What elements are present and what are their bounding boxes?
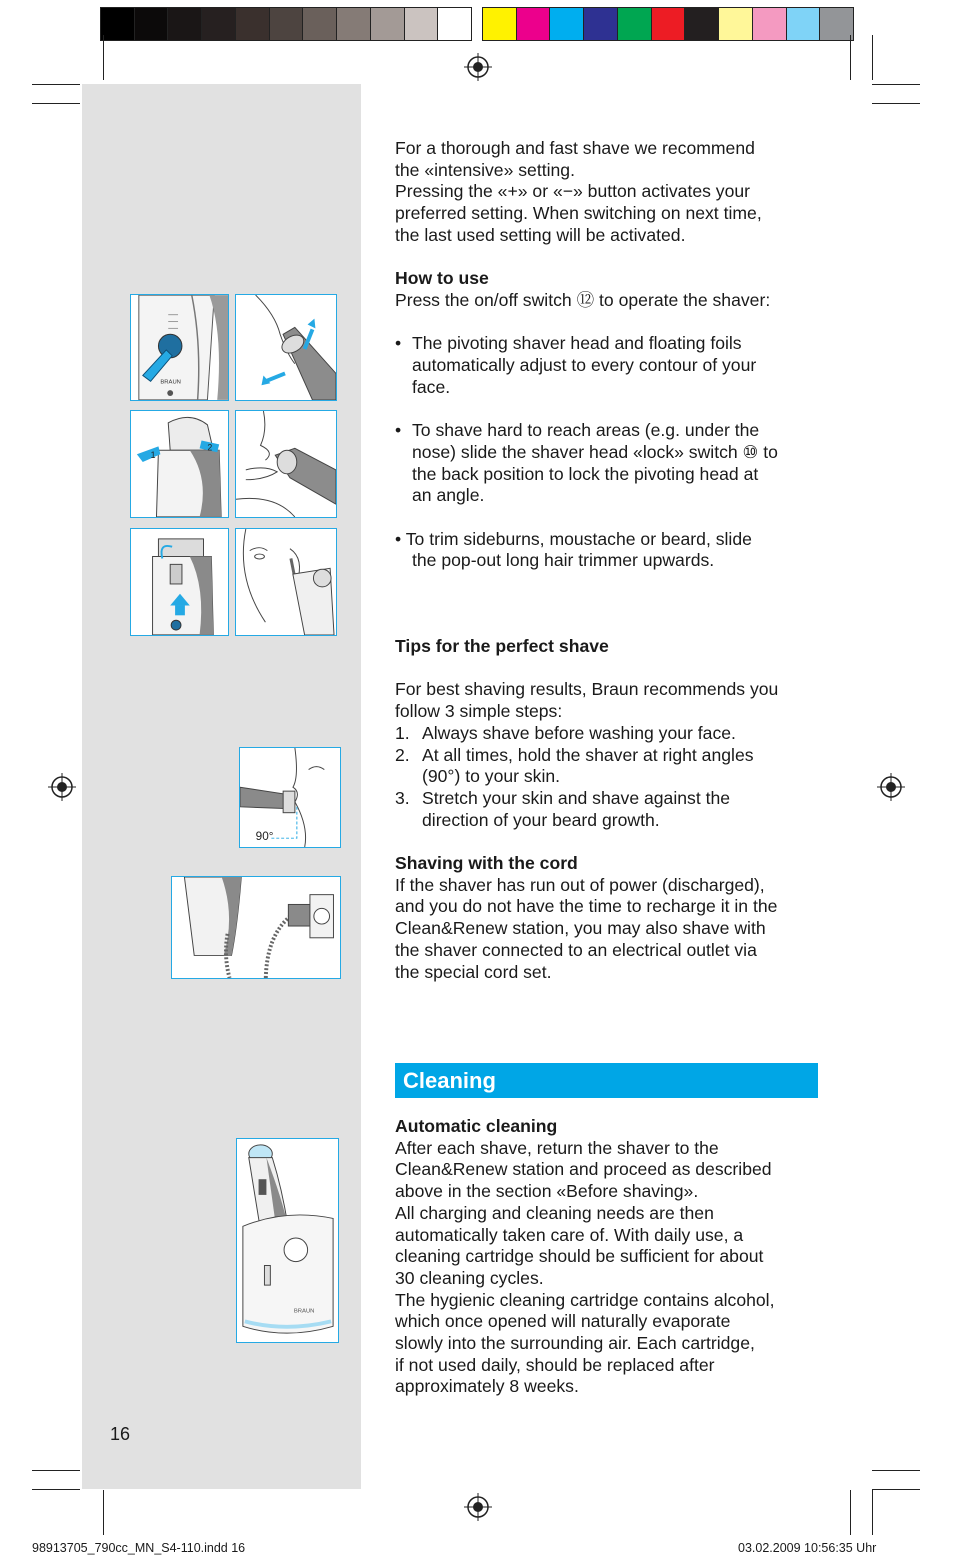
color-swatch xyxy=(236,8,270,40)
color-swatch xyxy=(753,8,787,40)
brand-logo-text: BRAUN xyxy=(293,1308,315,1315)
color-swatch xyxy=(101,8,135,40)
registration-mark-icon xyxy=(876,772,906,802)
text-line: above in the section «Before shaving». xyxy=(395,1181,699,1202)
text-line: the back position to lock the pivoting head at xyxy=(412,463,759,484)
brand-logo-text: BRAUN xyxy=(160,379,181,386)
text-line: the last used setting will be activated. xyxy=(395,224,686,245)
text-line: All charging and cleaning needs are then xyxy=(395,1202,714,1223)
bullet-item xyxy=(395,420,825,507)
color-swatch xyxy=(685,8,719,40)
cleaning-section-title: Cleaning xyxy=(395,1063,818,1098)
shaver-pivot-head-illustration xyxy=(235,294,337,401)
bullet-mark: • xyxy=(395,333,402,354)
crop-mark xyxy=(872,35,873,80)
color-swatch xyxy=(483,8,517,40)
color-swatch xyxy=(337,8,371,40)
crop-mark xyxy=(32,84,80,85)
list-item xyxy=(395,723,825,745)
shaver-with-cord-illustration xyxy=(171,876,341,979)
lock-switch-illustration xyxy=(130,410,229,518)
footer-file-info: 98913705_790cc_MN_S4-110.indd 16 xyxy=(32,1541,246,1555)
shaver-switch-press-illustration xyxy=(130,294,229,401)
tips-section xyxy=(395,636,825,983)
trimming-sideburns-illustration xyxy=(235,528,337,636)
registration-mark-icon xyxy=(47,772,77,802)
text-line: and you do not have the time to recharge it in the xyxy=(395,896,778,917)
text-line: 30 cleaning cycles. xyxy=(395,1267,544,1288)
bullet-item xyxy=(395,333,825,398)
cord-heading: Shaving with the cord xyxy=(395,853,578,873)
crop-mark xyxy=(32,103,80,104)
text-line: If the shaver has run out of power (discharged), xyxy=(395,874,765,895)
text-line: Stretch your skin and shave against the xyxy=(422,787,731,808)
tips-heading: Tips for the perfect shave xyxy=(395,636,609,656)
crop-mark xyxy=(872,84,920,85)
color-swatch xyxy=(270,8,304,40)
color-swatch xyxy=(405,8,439,40)
color-swatch xyxy=(652,8,686,40)
text-line: preferred setting. When switching on next time, xyxy=(395,203,762,224)
text-line: automatically adjust to every contour of your xyxy=(412,355,757,375)
text-line: the shaver connected to an electrical outlet via xyxy=(395,939,757,960)
list-number: 1. xyxy=(395,722,410,743)
automatic-cleaning-heading: Automatic cleaning xyxy=(395,1116,558,1136)
text-line: which once opened will naturally evaporate xyxy=(395,1311,731,1332)
crop-mark xyxy=(872,1489,920,1490)
text-line: At all times, hold the shaver at right angles xyxy=(422,744,754,765)
intro-paragraph xyxy=(395,138,825,572)
crop-mark xyxy=(850,35,851,80)
color-swatch xyxy=(517,8,551,40)
text-line: Clean&Renew station and proceed as described xyxy=(395,1159,772,1180)
list-number: 2. xyxy=(395,744,410,765)
list-item xyxy=(395,745,825,788)
color-swatch xyxy=(168,8,202,40)
color-swatch xyxy=(787,8,821,40)
shaving-90-degree-illustration xyxy=(239,747,341,848)
text-line: an angle. xyxy=(412,485,485,506)
color-swatch xyxy=(618,8,652,40)
text-line: direction of your beard growth. xyxy=(422,809,660,830)
text-line: automatically taken care of. With daily use, a xyxy=(395,1224,744,1245)
footer-timestamp: 03.02.2009 10:56:35 Uhr xyxy=(738,1541,877,1555)
color-swatch xyxy=(820,8,853,40)
shaving-under-nose-illustration xyxy=(235,410,337,518)
crop-mark xyxy=(850,1490,851,1535)
text-line: slowly into the surrounding air. Each cartridge, xyxy=(395,1333,755,1354)
list-item xyxy=(395,788,825,831)
text-line: Pressing the «+» or «−» button activates your xyxy=(395,181,751,202)
text-line: After each shave, return the shaver to the xyxy=(395,1137,719,1158)
crop-mark xyxy=(872,1470,920,1471)
crop-mark xyxy=(103,1490,104,1535)
text-line: cleaning cartridge should be sufficient for about xyxy=(395,1246,764,1267)
text-line: the «intensive» setting. xyxy=(395,159,575,180)
text-line: if not used daily, should be replaced after xyxy=(395,1354,715,1375)
text-line: The pivoting shaver head and floating foils xyxy=(412,333,742,354)
text-line: The hygienic cleaning cartridge contains alcohol, xyxy=(395,1289,775,1310)
text-line: approximately 8 weeks. xyxy=(395,1376,579,1397)
text-line: For a thorough and fast shave we recommend xyxy=(395,138,755,158)
color-calibration-bar-left xyxy=(100,7,472,41)
crop-mark xyxy=(103,35,104,80)
registration-mark-icon xyxy=(463,52,493,82)
text-line: Clean&Renew station, you may also shave with xyxy=(395,918,766,939)
step-label-1: 1 xyxy=(150,450,156,461)
text-line: For best shaving results, Braun recommends you xyxy=(395,679,779,700)
color-swatch xyxy=(135,8,169,40)
crop-mark xyxy=(32,1489,80,1490)
color-swatch xyxy=(303,8,337,40)
text-line: Press the on/off switch ⑫ to operate the shaver: xyxy=(395,289,771,310)
text-line: nose) slide the shaver head «lock» switch ⑩ to xyxy=(412,441,778,462)
text-line: (90°) to your skin. xyxy=(422,766,561,787)
step-label-2: 2 xyxy=(207,442,213,453)
how-to-use-heading: How to use xyxy=(395,268,489,289)
text-line: follow 3 simple steps: xyxy=(395,701,563,722)
clean-renew-station-illustration xyxy=(236,1138,339,1343)
color-swatch xyxy=(202,8,236,40)
page-number: 16 xyxy=(110,1424,131,1444)
list-number: 3. xyxy=(395,787,410,808)
text-line: Always shave before washing your face. xyxy=(422,722,736,743)
color-swatch xyxy=(438,8,471,40)
color-swatch xyxy=(584,8,618,40)
trimmer-popout-illustration xyxy=(130,528,229,636)
color-calibration-bar-right xyxy=(482,7,854,41)
color-swatch xyxy=(719,8,753,40)
color-swatch xyxy=(371,8,405,40)
bullet-mark: • xyxy=(395,420,402,441)
crop-mark xyxy=(32,1470,80,1471)
text-line: the special cord set. xyxy=(395,961,552,982)
color-swatch xyxy=(550,8,584,40)
crop-mark xyxy=(872,103,920,104)
cleaning-section xyxy=(395,1116,825,1398)
text-line: To shave hard to reach areas (e.g. under the xyxy=(412,420,760,441)
crop-mark xyxy=(872,1490,873,1535)
registration-mark-icon xyxy=(463,1492,493,1522)
angle-label: 90° xyxy=(255,830,274,844)
text-line: • To trim sideburns, moustache or beard, slide xyxy=(395,528,752,549)
text-line: face. xyxy=(412,376,451,397)
text-line: the pop-out long hair trimmer upwards. xyxy=(412,550,715,571)
